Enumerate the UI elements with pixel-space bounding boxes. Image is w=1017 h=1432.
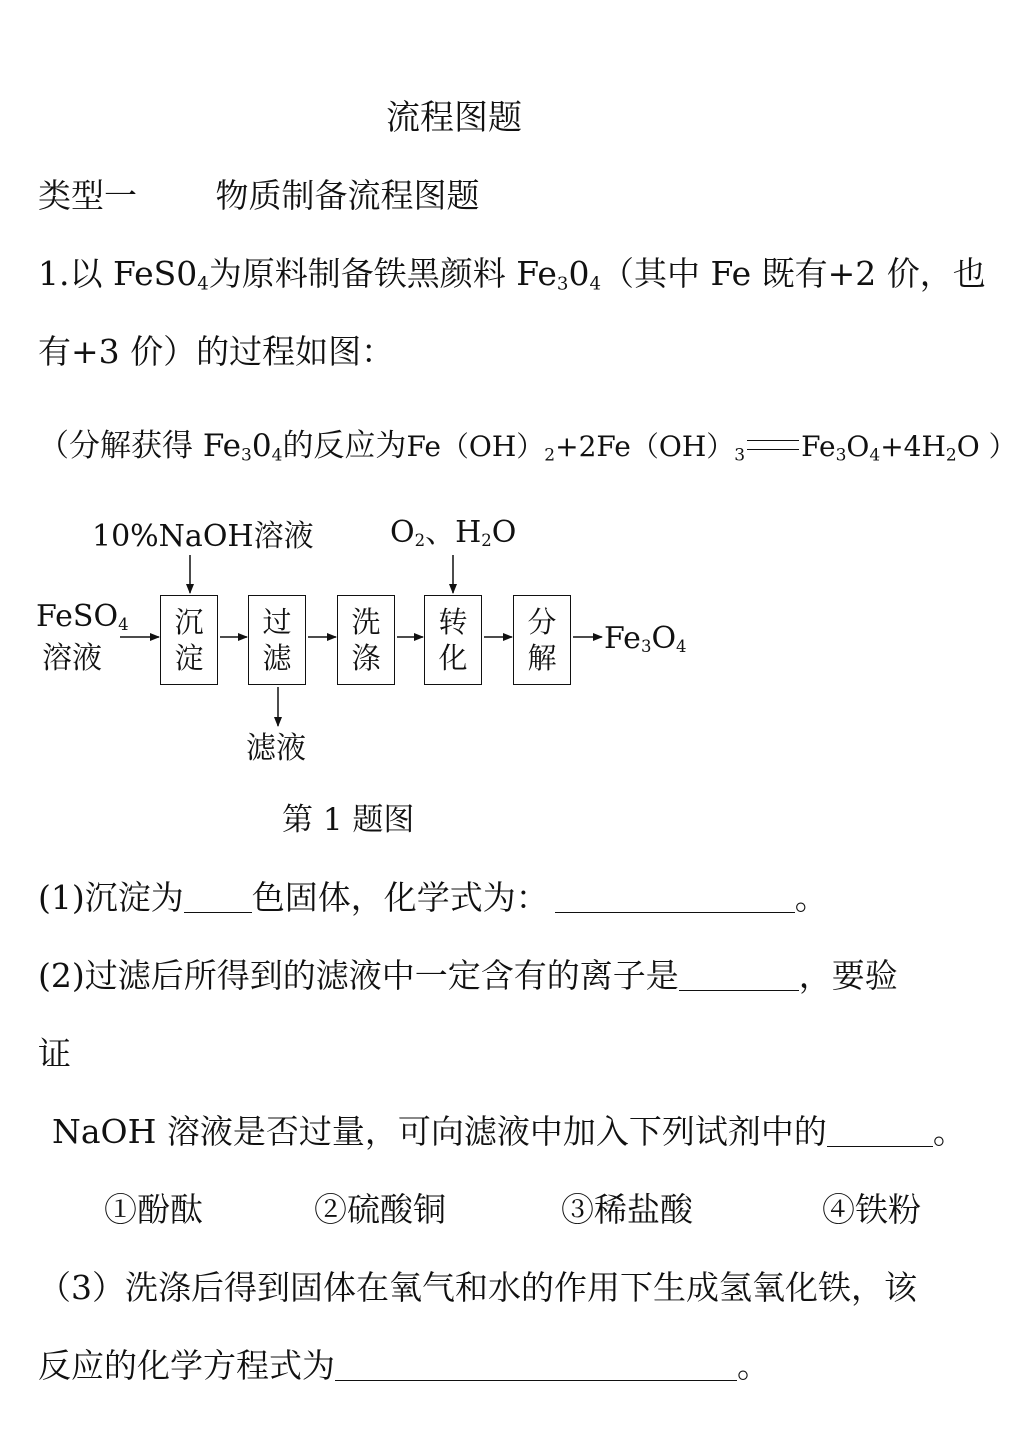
step-1-bottom: 淀 [174, 641, 204, 675]
note-text-3: 的反应为 [282, 428, 407, 464]
step-box-decompose [513, 595, 571, 685]
fe3o4-sub-3: 3 [640, 637, 652, 657]
sub-question-2-line2: 证 [38, 1034, 71, 1073]
step-5-top: 分 [527, 605, 557, 639]
o2-text: O [390, 515, 415, 550]
intro-text-1: 以 FeS0 [69, 254, 198, 293]
q2-line3-text-b: 。 [932, 1112, 966, 1151]
step-4-bottom: 化 [438, 641, 468, 675]
fe3o4-o: O [651, 621, 677, 656]
q2-blank-reagent[interactable] [827, 1116, 933, 1147]
note-eq-sub-4: 4 [869, 445, 881, 466]
fe3o4-sub-4: 4 [676, 637, 687, 657]
option-1[interactable]: ①酚酞 [104, 1190, 203, 1229]
q3-text-a: 反应的化学方程式为 [38, 1346, 335, 1385]
step-4-top: 转 [438, 605, 468, 639]
step-box-wash [337, 595, 395, 685]
intro-sub-3: 4 [589, 273, 601, 295]
intro-text-4: （其中 Fe 既有+2 价，也 [600, 254, 986, 293]
h2o-text-1: 、H [425, 515, 482, 550]
sub-question-1 [38, 878, 828, 918]
reagent-o2-h2o [390, 516, 516, 550]
note-eq-3: Fe [801, 430, 836, 463]
page-title: 流程图题 [386, 98, 522, 138]
q3-text-b: 。 [737, 1346, 770, 1385]
question-intro [38, 254, 986, 294]
note-eq-sub-3: 3 [835, 445, 847, 466]
note-sub-2: 4 [271, 445, 283, 466]
step-1-top: 沉 [174, 605, 204, 639]
note-eq-2: +2Fe（OH） [555, 430, 735, 463]
option-2[interactable]: ②硫酸铜 [314, 1190, 446, 1229]
o2-sub: 2 [414, 531, 426, 551]
intro-text-3: 0 [568, 254, 590, 293]
q1-text-c: 。 [794, 878, 828, 917]
section-type-name: 物质制备流程图题 [215, 176, 480, 215]
step-2-top: 过 [262, 605, 292, 639]
flow-diagram [0, 500, 985, 790]
reaction-note [38, 426, 1017, 467]
intro-sub-1: 4 [197, 273, 209, 295]
sub-question-2 [38, 956, 898, 996]
step-3-top: 洗 [351, 605, 381, 639]
sub-question-2-line3 [52, 1112, 966, 1152]
note-eq-sub-5: 2 [945, 445, 957, 466]
sub-question-3: （3）洗涤后得到固体在氧气和水的作用下生成氢氧化铁，该 [38, 1268, 917, 1307]
note-sub-1: 3 [241, 445, 252, 466]
h2o-text-2: O [491, 515, 517, 550]
step-box-convert [424, 595, 482, 685]
h2o-sub: 2 [481, 531, 492, 551]
note-eq-sub-2: 3 [734, 445, 746, 466]
intro-sub-2: 3 [556, 273, 569, 295]
equals-sign [747, 440, 799, 450]
note-eq-5: +4H [880, 430, 946, 463]
step-box-filter [248, 595, 306, 685]
fe3o4-fe: Fe [604, 621, 641, 656]
q1-blank-color[interactable] [184, 882, 252, 913]
q2-line3-text-a: NaOH 溶液是否过量，可向滤液中加入下列试剂中的 [52, 1112, 827, 1151]
figure-caption: 第 1 题图 [282, 802, 415, 838]
section-heading [38, 176, 480, 216]
q1-blank-formula[interactable] [555, 882, 795, 913]
question-intro-line2: 有+3 价）的过程如图： [38, 332, 395, 371]
note-eq-6: O ） [956, 430, 1017, 463]
option-3[interactable]: ③稀盐酸 [561, 1190, 693, 1229]
input-solution: 溶液 [42, 641, 102, 676]
note-eq-4: O [846, 430, 870, 463]
option-4[interactable]: ④铁粉 [822, 1190, 921, 1229]
q2-blank-ions[interactable] [679, 960, 799, 991]
question-number: 1. [38, 254, 70, 293]
side-output-filtrate: 滤液 [246, 731, 306, 766]
intro-text-2: 为原料制备铁黑颜料 Fe [208, 254, 557, 293]
sub-question-3-line2 [38, 1346, 770, 1386]
feso4-sub: 4 [118, 615, 129, 635]
step-3-bottom: 涤 [351, 641, 381, 675]
section-type-label: 类型一 [38, 176, 137, 215]
q3-blank-equation[interactable] [335, 1350, 737, 1381]
q1-text-a: (1)沉淀为 [38, 878, 184, 917]
step-5-bottom: 解 [527, 641, 557, 675]
feso4-text: FeSO [36, 599, 119, 634]
note-eq-1: Fe（OH） [406, 430, 545, 463]
reagent-naoh: 10%NaOH溶液 [92, 519, 314, 554]
note-text-2: 0 [251, 428, 272, 464]
input-feso4 [36, 600, 129, 634]
note-eq-sub-1: 2 [544, 445, 556, 466]
output-fe3o4 [604, 622, 687, 656]
step-2-bottom: 滤 [262, 641, 292, 675]
q2-text-a: (2)过滤后所得到的滤液中一定含有的离子是 [38, 956, 679, 995]
note-text-1: （分解获得 Fe [38, 428, 242, 464]
q1-text-b: 色固体，化学式为： [251, 878, 549, 917]
step-box-precipitate [160, 595, 218, 685]
q2-text-b: ，要验 [798, 956, 898, 995]
